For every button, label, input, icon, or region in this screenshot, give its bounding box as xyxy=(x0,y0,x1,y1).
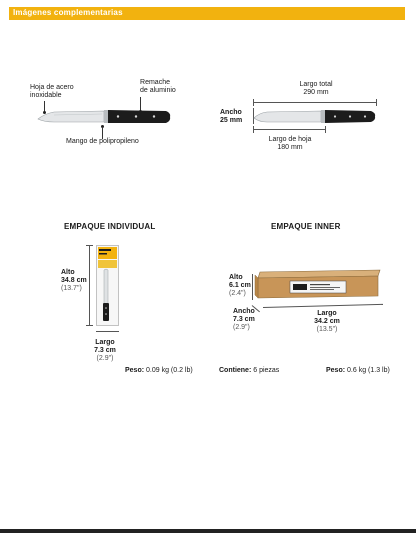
total-length-label: Largo total 290 mm xyxy=(299,81,333,96)
knife-illustration-right xyxy=(253,107,377,127)
blade-length-dim-line xyxy=(253,129,326,130)
inner-height-dim-line xyxy=(252,274,253,300)
individual-height-dim-line xyxy=(89,245,90,326)
section-title: Imágenes complementarias xyxy=(13,8,123,17)
inner-weight: Peso: 0.6 kg (1.3 lb) xyxy=(326,367,390,374)
inner-box-illustration xyxy=(254,266,384,302)
individual-height-tick-bottom xyxy=(86,325,93,326)
inner-length-dim-line xyxy=(263,304,383,308)
width-label: Ancho 25 mm xyxy=(220,109,243,124)
handle-label: Mango de polipropileno xyxy=(66,138,139,145)
section-header xyxy=(9,7,405,20)
individual-pack-title: EMPAQUE INDIVIDUAL xyxy=(64,222,156,231)
inner-length-label: Largo 34.2 cm (13.5") xyxy=(314,310,340,333)
total-length-tick-right xyxy=(376,99,377,106)
total-length-tick-left xyxy=(253,99,254,106)
total-length-dim-line xyxy=(253,102,377,103)
blade-length-tick-right xyxy=(325,126,326,133)
inner-contents: Contiene: 6 piezas xyxy=(219,367,280,374)
blade-length-label: Largo de hoja 180 mm xyxy=(268,136,312,151)
rivet-label: Remache de aluminio xyxy=(140,79,176,94)
inner-width-label: Ancho 7.3 cm (2.9") xyxy=(233,308,255,331)
blade-label: Hoja de acero inoxidable xyxy=(30,84,74,99)
page-bottom-border xyxy=(0,529,416,533)
individual-package-illustration xyxy=(96,245,120,327)
individual-length-dim-line xyxy=(96,331,119,332)
inner-height-label: Alto 6.1 cm (2.4") xyxy=(229,274,251,297)
inner-pack-title: EMPAQUE INNER xyxy=(271,222,341,231)
individual-height-label: Alto 34.8 cm (13.7") xyxy=(61,269,87,292)
individual-length-label: Largo 7.3 cm (2.9") xyxy=(94,339,116,362)
knife-illustration-left xyxy=(36,105,176,129)
individual-weight: Peso: 0.09 kg (0.2 lb) xyxy=(125,367,193,374)
blade-length-tick-left xyxy=(253,126,254,133)
individual-height-tick-top xyxy=(86,245,93,246)
